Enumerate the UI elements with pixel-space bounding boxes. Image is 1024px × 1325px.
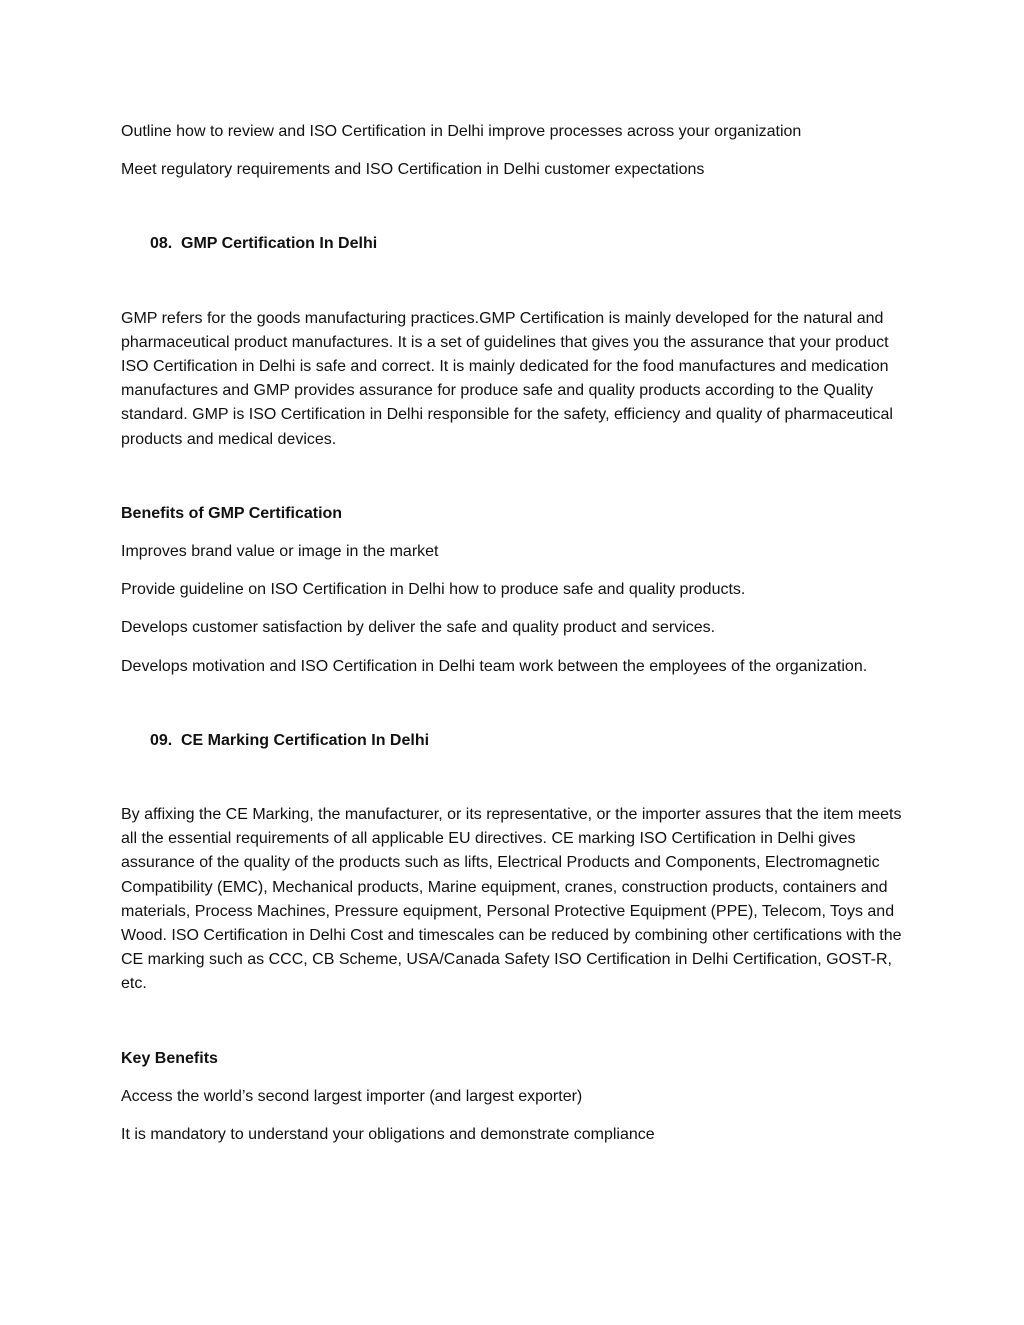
benefits-heading: Benefits of GMP Certification: [121, 504, 343, 522]
section-heading-ce: [150, 729, 906, 753]
section-number: 09.: [150, 731, 173, 749]
spacer: [121, 997, 906, 1047]
key-benefit-item: It is mandatory to understand your obligations and demonstrate compliance: [121, 1126, 655, 1144]
spacer: [121, 753, 906, 803]
gmp-paragraph: GMP refers for the goods manufacturing practices.GMP Certification is mainly developed for the natural and pharmaceutical product manufactures. It is a set of guidelines that gives you the assurance that your product ISO Certification in Delhi is safe and correct. It is mainly dedicated for the food manufactures and medication manufactures and GMP provides assurance for produce safe and quality products according to the Quality standard. GMP is ISO Certification in Delhi responsible for the safety, efficiency and quality of pharmaceutical products and medical devices.: [121, 309, 893, 448]
key-benefits-heading: Key Benefits: [121, 1049, 218, 1067]
spacer: [121, 257, 906, 307]
spacer: [121, 452, 906, 502]
section-heading-gmp: [150, 232, 906, 256]
spacer: [121, 679, 906, 729]
spacer: [121, 182, 906, 232]
key-benefit-item: Access the world’s second largest importer (and largest exporter): [121, 1087, 583, 1105]
intro-line: Meet regulatory requirements and ISO Certification in Delhi customer expectations: [121, 161, 705, 179]
benefit-item: Develops customer satisfaction by deliver the safe and quality product and services.: [121, 619, 716, 637]
section-title: GMP Certification In Delhi: [181, 235, 378, 253]
intro-line: Outline how to review and ISO Certification in Delhi improve processes across your organization: [121, 123, 802, 140]
document-content: [121, 120, 906, 1147]
section-number: 08.: [150, 235, 173, 253]
benefit-item: Improves brand value or image in the market: [121, 543, 439, 561]
section-title: CE Marking Certification In Delhi: [181, 731, 430, 749]
benefit-item: Provide guideline on ISO Certification in Delhi how to produce safe and quality products.: [121, 581, 746, 599]
benefit-item: Develops motivation and ISO Certification in Delhi team work between the employees of the organization.: [121, 657, 868, 675]
ce-paragraph: By affixing the CE Marking, the manufacturer, or its representative, or the importer assures that the item meets all the essential requirements of all applicable EU directives. CE marking ISO Certification in Delhi gives assurance of the quality of the products such as lifts, Electrical Products and Components, Electromagnetic Compatibility (EMC), Mechanical products, Marine equipment, cranes, construction products, containers and materials, Process Machines, Pressure equipment, Personal Protective Equipment (PPE), Telecom, Toys and Wood. ISO Certification in Delhi Cost and timescales can be reduced by combining other certifications with the CE marking such as CCC, CB Scheme, USA/Canada Safety ISO Certification in Delhi Certification, GOST-R, etc.: [121, 806, 902, 993]
